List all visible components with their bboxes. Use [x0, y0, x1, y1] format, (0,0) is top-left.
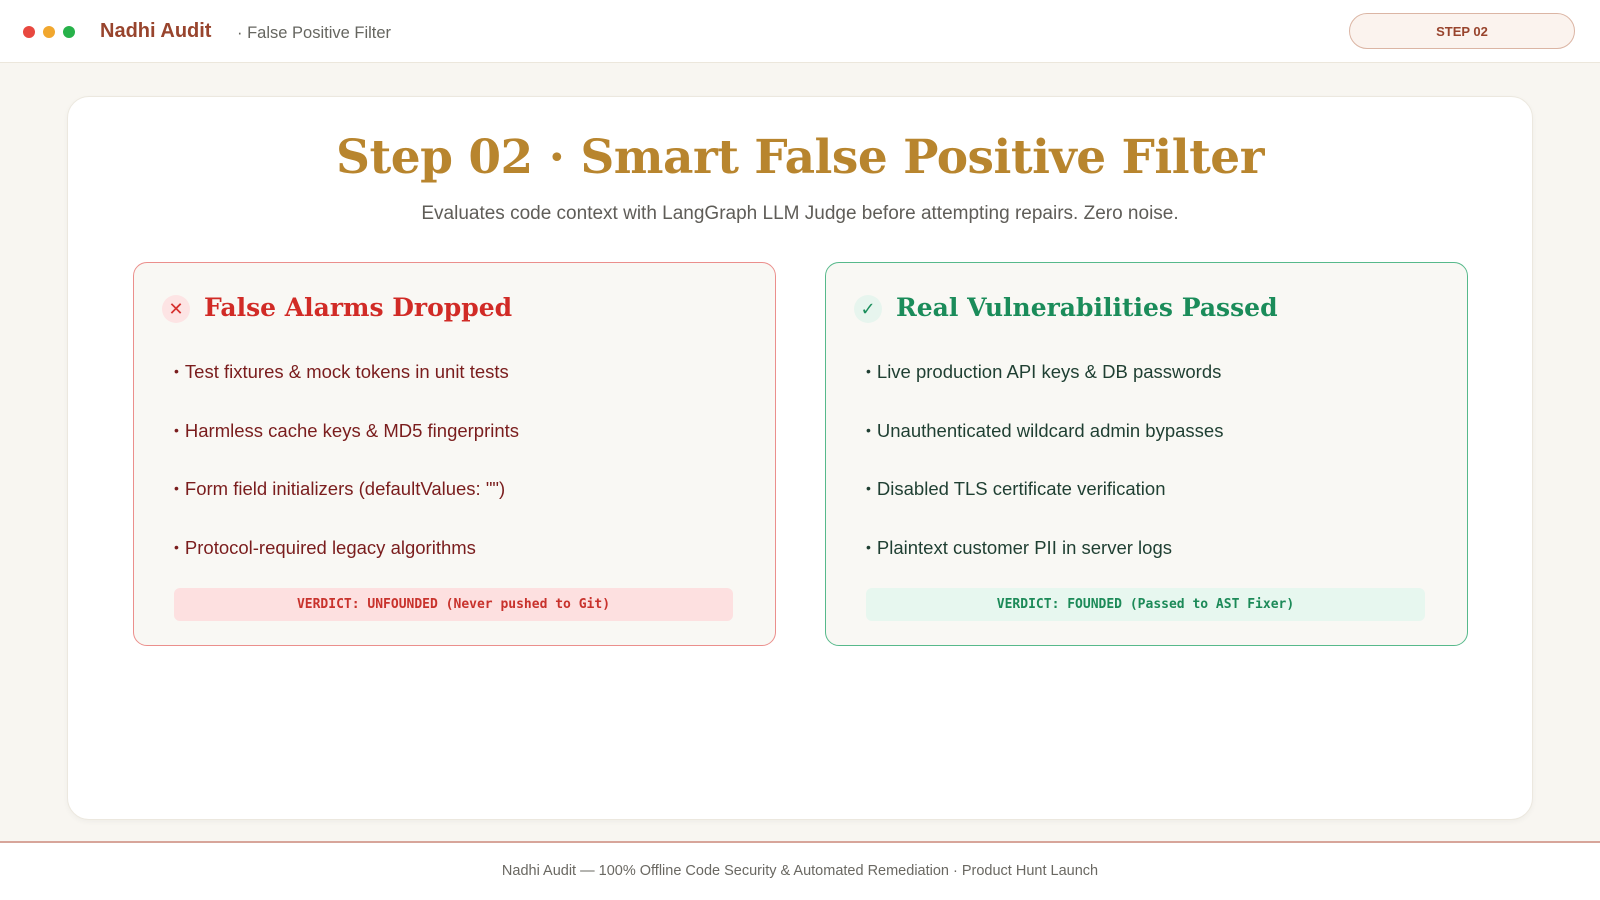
list-item: • Harmless cache keys & MD5 fingerprints	[174, 419, 520, 441]
list-item: • Disabled TLS certificate verification	[866, 478, 1166, 499]
slide-subtitle: Evaluates code context with LangGraph LLM Judge before attempting repairs. Zero noise.	[421, 203, 1179, 224]
list-item: • Unauthenticated wildcard admin bypasses	[866, 419, 1224, 441]
panel-title: Real Vulnerabilities Passed	[896, 293, 1278, 322]
check-icon: ✓	[854, 295, 882, 323]
list-item: • Live production API keys & DB passwords	[866, 361, 1222, 382]
footer-text: Nadhi Audit — 100% Offline Code Security & Automated Remediation · Product Hunt Launch	[501, 863, 1099, 879]
list-item: • Plaintext customer PII in server logs	[866, 536, 1172, 558]
list-item: • Form field initializers (defaultValues: "")	[174, 478, 506, 499]
real-vulnerabilities-panel	[825, 262, 1468, 646]
passed-list	[866, 361, 1223, 595]
slide-title: Step 02 · Smart False Positive Filter	[336, 130, 1264, 185]
close-window-button[interactable]	[23, 26, 35, 38]
close-icon: ✕	[162, 295, 190, 323]
breadcrumb: · False Positive Filter	[237, 24, 392, 42]
verdict-badge: VERDICT: FOUNDED (Passed to AST Fixer)	[866, 588, 1425, 621]
false-alarms-panel	[133, 262, 776, 646]
panel-title: False Alarms Dropped	[204, 293, 513, 322]
minimize-window-button[interactable]	[43, 26, 55, 38]
list-item: • Test fixtures & mock tokens in unit tests	[174, 361, 509, 382]
verdict-badge: VERDICT: UNFOUNDED (Never pushed to Git)	[174, 588, 733, 621]
title-bar	[0, 0, 1600, 63]
app-brand: Nadhi Audit	[100, 20, 212, 42]
dropped-list	[174, 361, 519, 595]
list-item: • Protocol-required legacy algorithms	[174, 536, 476, 558]
footer	[0, 843, 1600, 900]
step-badge[interactable]: STEP 02	[1349, 13, 1575, 49]
maximize-window-button[interactable]	[63, 26, 75, 38]
